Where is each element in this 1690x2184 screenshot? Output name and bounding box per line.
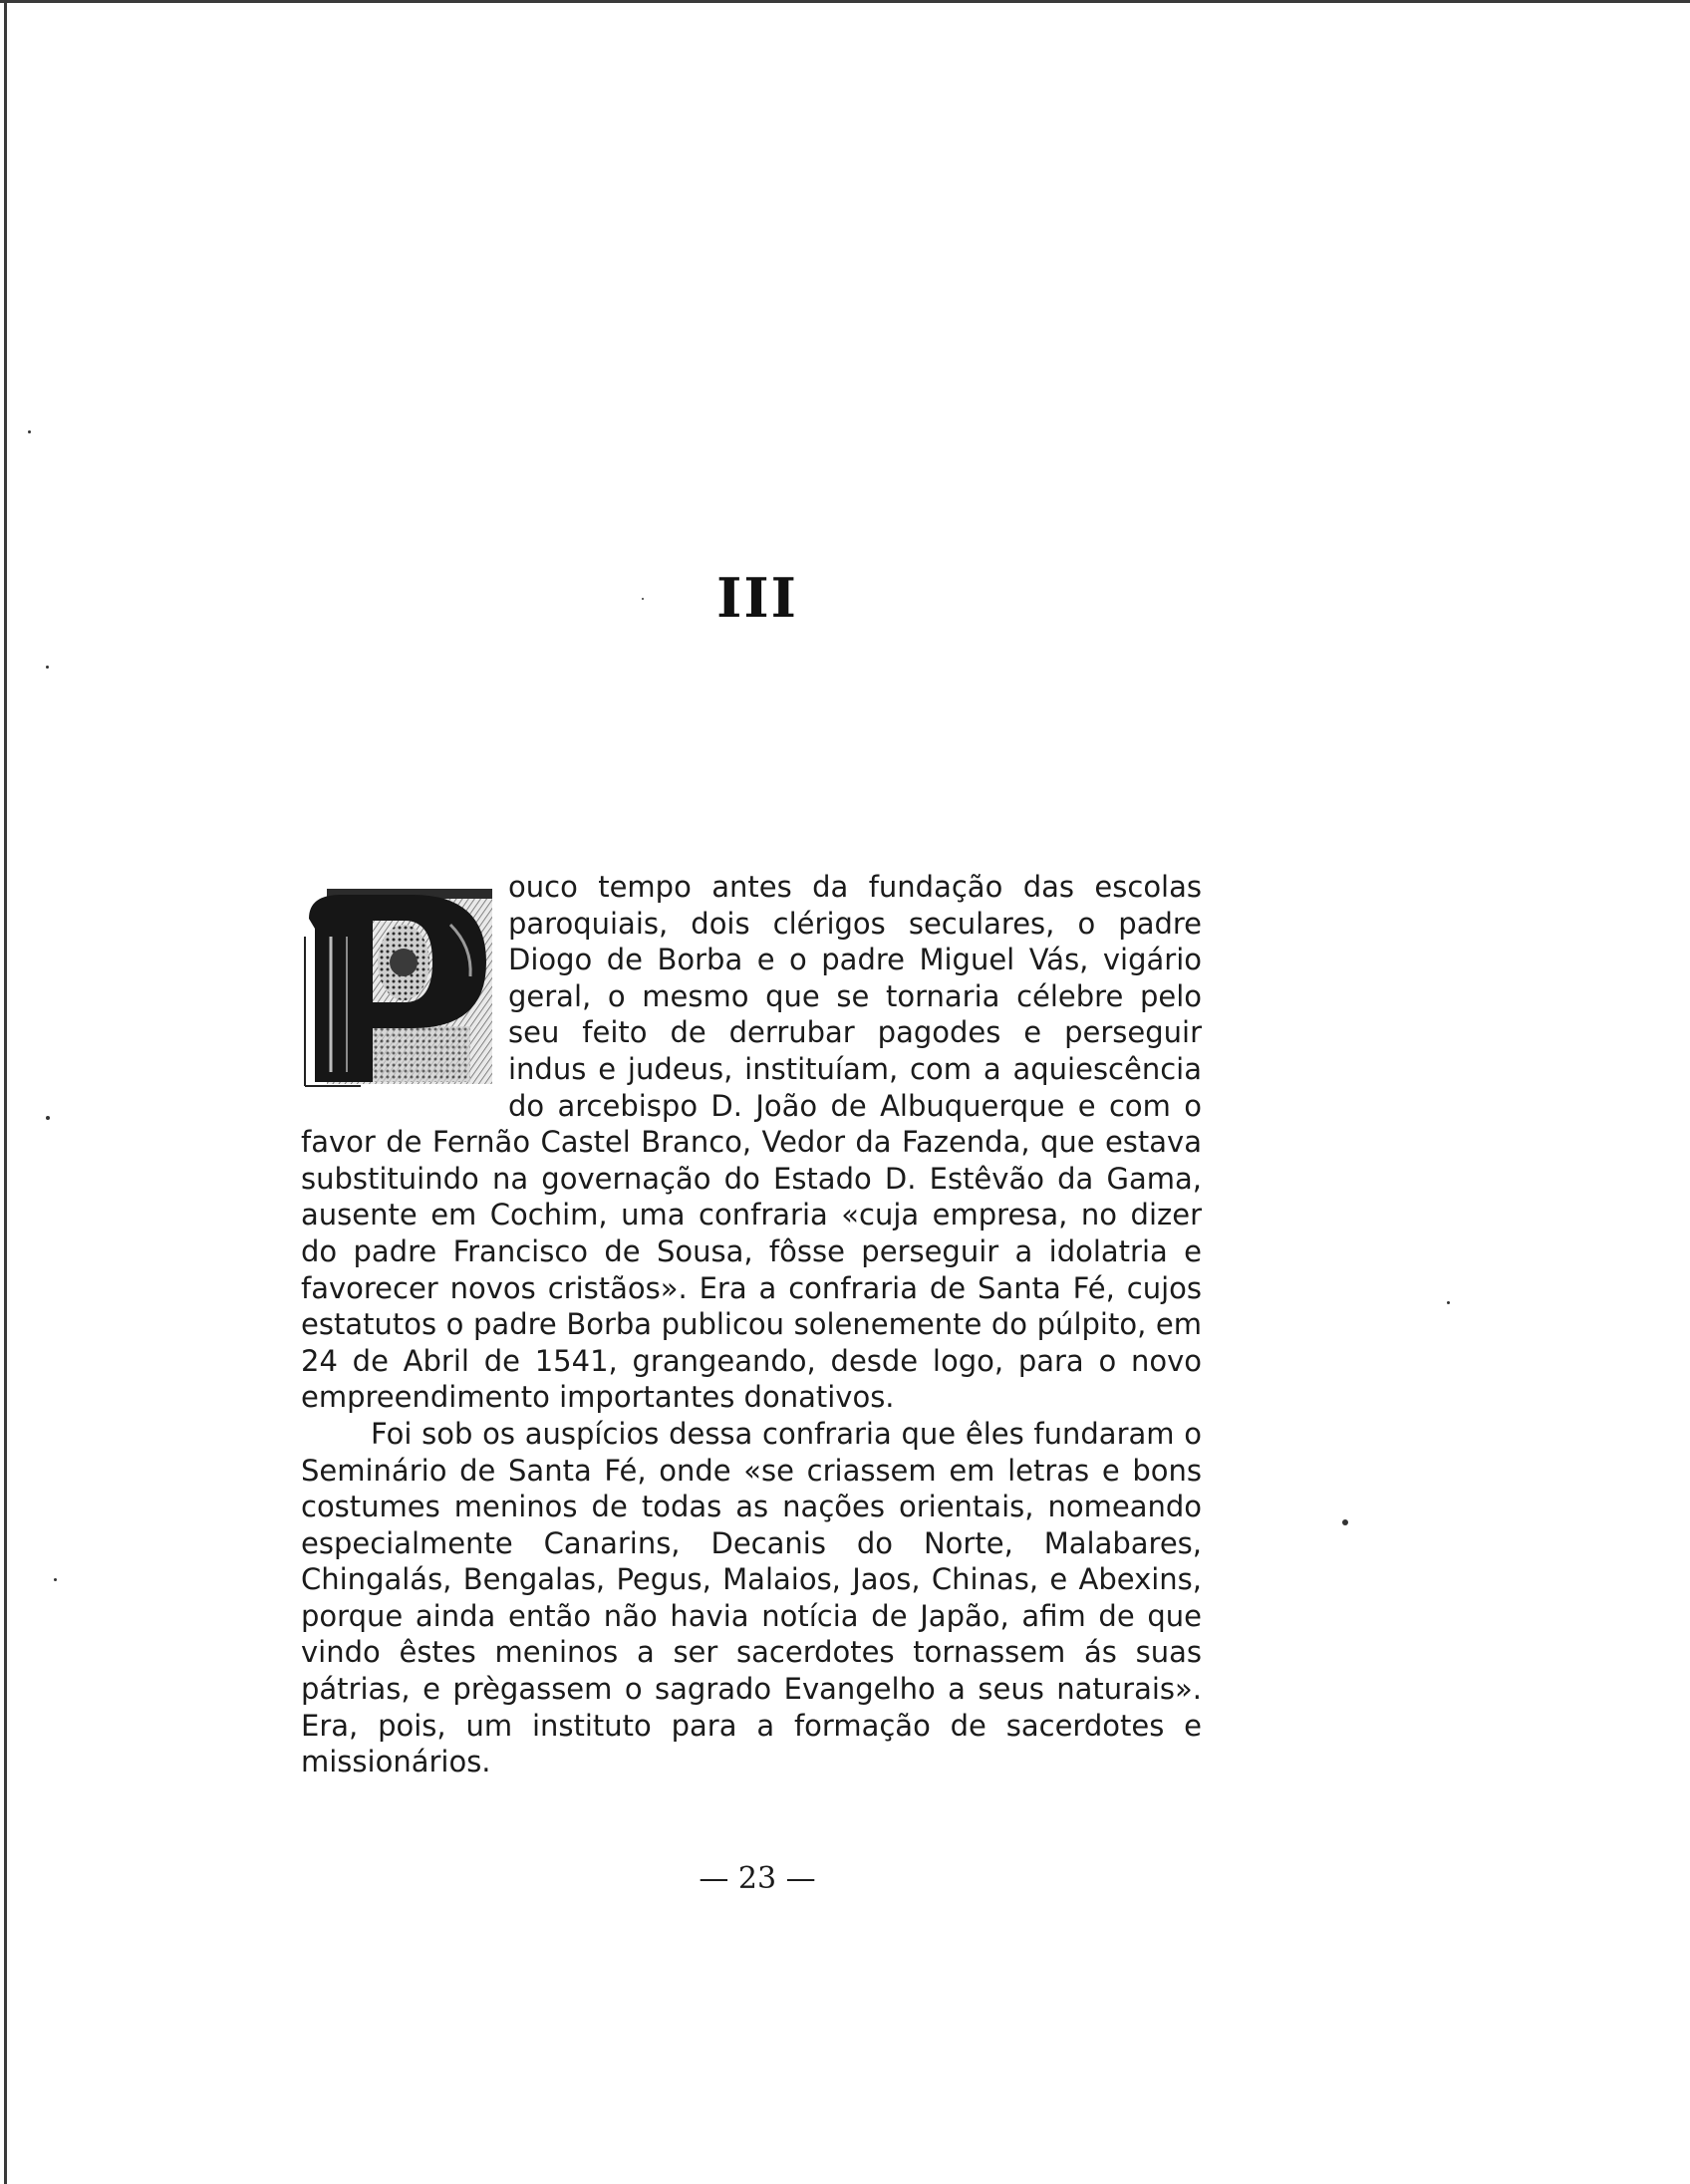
scan-border-top bbox=[0, 0, 1690, 3]
page-number: — 23 — bbox=[699, 1861, 816, 1896]
paragraph-1: ouco tempo antes da fundação das escolas paroquiais, dois clérigos seculares, o padre Diogo de Borba e o padre Miguel Vás, vigário geral, o mesmo que se tornaria célebre pelo seu feito de derrubar pagodes e perseguir indus e judeus, instituíam, com a aquiescência do arcebispo D. João de Albuquerque e com o favor de Fernão Castel Branco, Vedor da Fazenda, que estava substituindo na governação do Estado D. Estêvão da Gama, ausente em Cochim, uma confraria «cuja empresa, no dizer do padre Francisco de Sousa, fôsse perseguir a idolatria e favorecer novos cristãos». Era a confraria de Santa Fé, cujos estatutos o padre Borba publicou solenemente do púlpito, em 24 de Abril de 1541, grangeando, desde logo, para o novo empreendimento importantes donativos. bbox=[301, 870, 1202, 1415]
paragraph-2: Foi sob os auspícios dessa confraria que êles fundaram o Seminário de Santa Fé, onde «se criassem em letras e bons costumes meninos de todas as nações orientais, nomeando especialmente Canarins, Decanis do Norte, Malabares, Chingalás, Bengalas, Pegus, Malaios, Jaos, Chinas, e Abexins, porque ainda então não havia notícia de Japão, afim de que vindo êstes meninos a ser sacerdotes tornassem ás suas pátrias, e prègassem o sagrado Evangelho a seus naturais». Era, pois, um instituto para a formação de sacerdotes e missionários. bbox=[301, 1416, 1202, 1779]
chapter-heading: III bbox=[716, 566, 798, 630]
drop-cap-initial bbox=[301, 877, 498, 1088]
ornamental-initial-p-icon bbox=[301, 877, 498, 1088]
scan-border-left bbox=[4, 0, 7, 2184]
body-text bbox=[301, 869, 1202, 1780]
